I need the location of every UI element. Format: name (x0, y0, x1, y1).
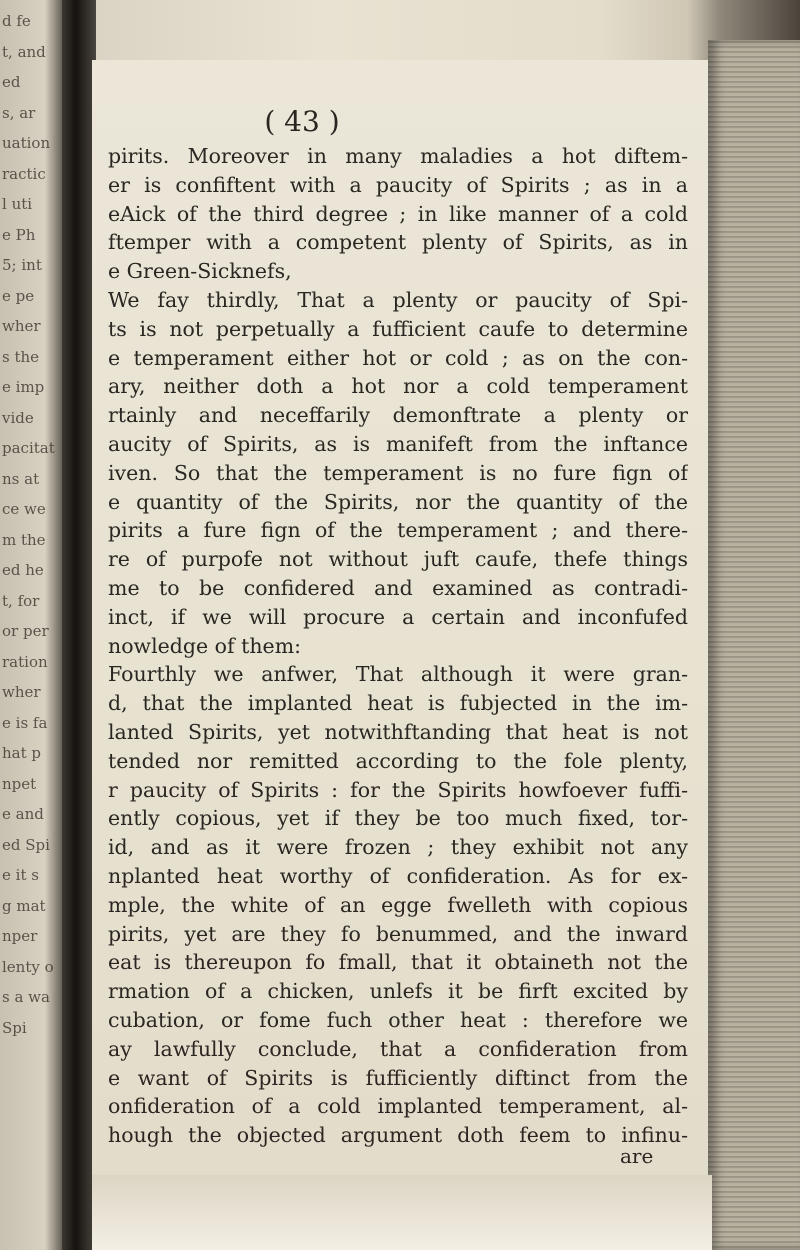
text-line: rmation of a chicken, unlefs it be firft excited by (108, 979, 688, 1004)
facing-page-fragment: wher (2, 683, 41, 701)
text-line: r paucity of Spirits : for the Spirits howfoever fuffi- (108, 777, 688, 802)
text-line: re of purpofe not without juft caufe, thefe things (108, 547, 688, 572)
text-line: Fourthly we anfwer, That although it were gran- (108, 662, 688, 687)
text-line: lanted Spirits, yet notwithftanding that heat is not (108, 719, 688, 744)
facing-page-fragment: wher (2, 317, 41, 335)
facing-page-fragment: e pe (2, 286, 35, 305)
book-fore-edge (708, 40, 800, 1250)
text-line: tended nor remitted according to the fole plenty, (108, 748, 688, 773)
text-line: inct, if we will procure a certain and inconfufed (108, 604, 688, 629)
page-number: ( 43 ) (264, 105, 340, 138)
text-line: e temperament either hot or cold ; as on the con- (108, 345, 688, 370)
facing-page-fragment: ns at (2, 469, 40, 488)
body-text (108, 142, 688, 1150)
text-line: ftemper with a competent plenty of Spirits, as in (108, 230, 688, 255)
text-line: pirits. Moreover in many maladies a hot diftem- (108, 144, 688, 168)
facing-page-fragment: t, and (2, 42, 46, 61)
text-line: ently copious, yet if they be too much fixed, tor- (108, 806, 688, 831)
text-line: iven. So that the temperament is no fure fign of (108, 460, 688, 485)
text-line: rtainly and neceffarily demonftrate a plenty or (108, 403, 688, 428)
page-bottom-margin (92, 1175, 712, 1250)
text-line: mple, the white of an egge fwelleth with copious (108, 892, 688, 917)
text-line: eAick of the third degree ; in like manner of a cold (108, 201, 688, 226)
facing-page-fragment: hat p (2, 744, 42, 762)
facing-page-fragment: ration (2, 652, 48, 671)
text-line: cubation, or fome fuch other heat : therefore we (108, 1007, 688, 1032)
facing-page-fragment: e Ph (2, 225, 36, 244)
facing-page-fragment: uation (2, 134, 51, 152)
facing-page-fragment: s, ar (2, 103, 36, 122)
binding-gutter (62, 0, 96, 1250)
text-line: nowledge of them: (108, 633, 302, 658)
facing-page-fragment: m the (2, 530, 46, 549)
text-line: onfideration of a cold implanted temperament, al- (108, 1094, 688, 1119)
facing-page-fragment: vide (2, 408, 34, 427)
facing-page-fragment: ed Spi (2, 835, 50, 854)
text-line: e quantity of the Spirits, nor the quantity of the (108, 489, 688, 514)
text-line: We fay thirdly, That a plenty or paucity of Spi- (108, 287, 688, 312)
facing-page-fragment: ractic (2, 164, 46, 183)
text-line: ary, neither doth a hot nor a cold temperament (108, 374, 688, 399)
text-line: er is confiftent with a paucity of Spirits ; as in a (108, 172, 688, 197)
text-line: hough the objected argument doth feem to infinu- (108, 1123, 688, 1148)
facing-page-fragment: e it s (2, 866, 39, 884)
facing-page-fragment: ed (2, 73, 21, 91)
facing-page-fragment: npet (2, 774, 37, 793)
facing-page-fragment: e is fa (2, 713, 48, 732)
text-line: d, that the implanted heat is fubjected in the im- (108, 691, 688, 716)
facing-page-edge (0, 0, 64, 1250)
facing-page-fragment: ce we (2, 500, 46, 518)
text-line: pirits a fure fign of the temperament ; and there- (108, 518, 688, 543)
facing-page-fragment: or per (2, 622, 49, 640)
facing-page-fragment: Spi (2, 1018, 27, 1037)
text-line: eat is thereupon fo fmall, that it obtaineth not the (108, 950, 688, 975)
text-line: ts is not perpetually a fufficient caufe to determine (108, 316, 688, 341)
facing-page-fragment: ed he (2, 561, 44, 579)
facing-page-fragment: nper (2, 927, 38, 945)
text-line: ay lawfully conclude, that a confideration from (108, 1036, 688, 1061)
facing-page-fragment: e and (2, 805, 44, 823)
facing-page-fragment: t, for (2, 591, 40, 610)
text-line: nplanted heat worthy of confideration. As for ex- (108, 863, 688, 888)
text-line: aucity of Spirits, as is manifeft from the inftance (108, 431, 688, 456)
facing-page-fragment: lenty o (2, 957, 54, 976)
catchword: are (620, 1144, 654, 1168)
text-line: me to be confidered and examined as contradi- (108, 575, 688, 600)
facing-page-fragment: s a wa (2, 988, 50, 1006)
facing-page-fragment: l uti (2, 195, 33, 213)
facing-page-fragment: s the (2, 347, 40, 366)
facing-page-fragment: d fe (2, 12, 31, 30)
facing-page-fragment: pacitat (2, 439, 55, 457)
text-line: pirits, yet are they fo benummed, and the inward (108, 921, 688, 946)
text-line: e want of Spirits is fufficiently diftinct from the (108, 1065, 688, 1090)
facing-page-fragment: g mat (2, 896, 46, 915)
facing-page-fragment: 5; int (2, 256, 42, 274)
facing-page-fragment: e imp (2, 378, 45, 396)
text-line: e Green-Sicknefs, (108, 259, 292, 284)
text-line: id, and as it were frozen ; they exhibit not any (108, 835, 688, 860)
